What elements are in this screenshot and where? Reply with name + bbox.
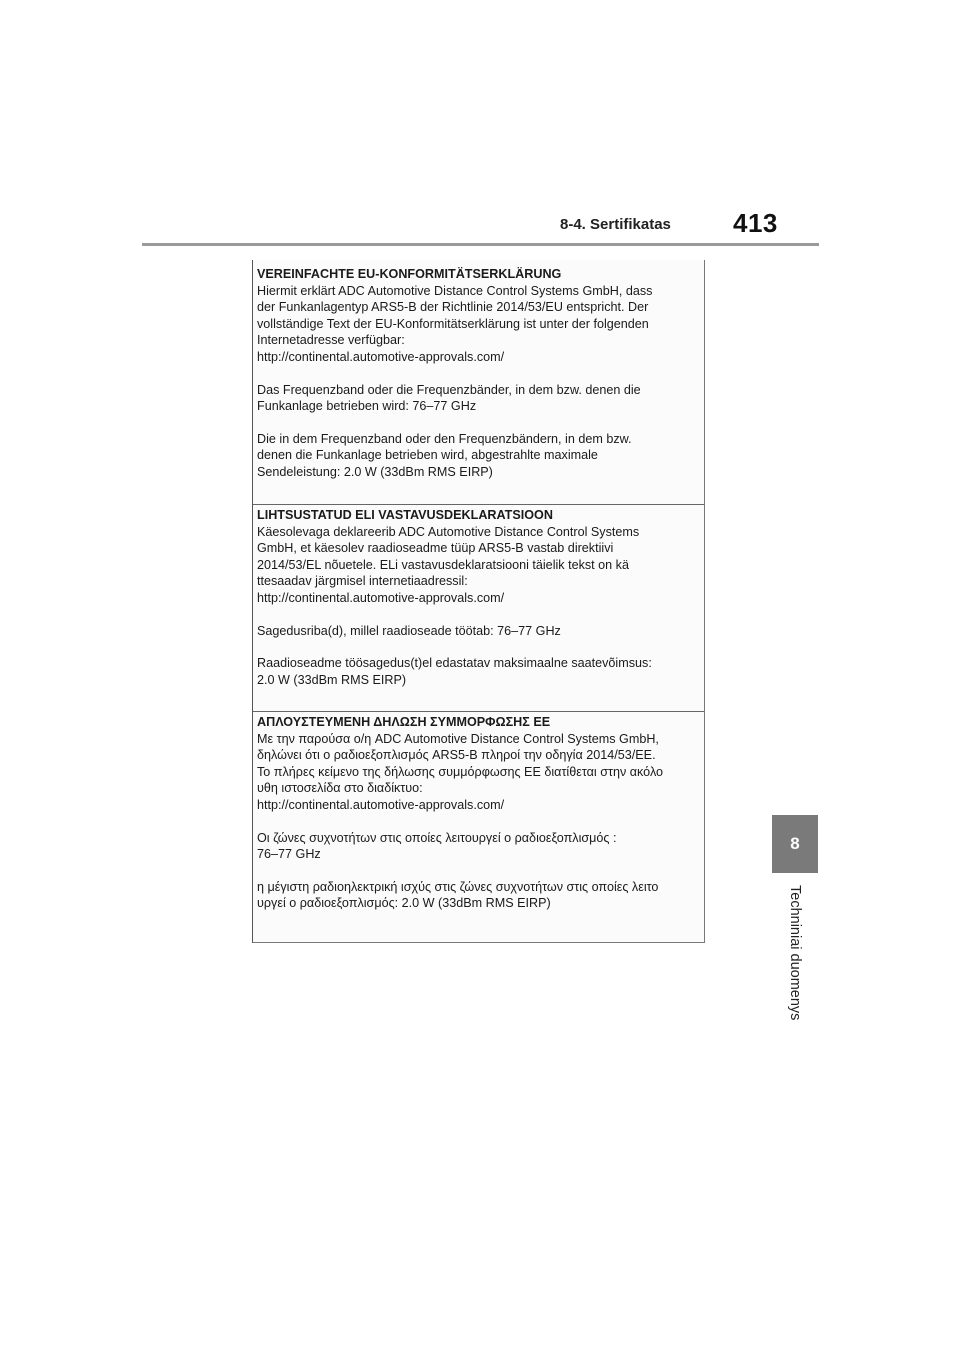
- german-band-line: Funkanlage betrieben wird: 76–77 GHz: [257, 399, 477, 414]
- greek-line: δηλώνει ότι ο ραδιοεξοπλισμός ARS5-B πληροί την οδηγία 2014/53/ΕΕ.: [257, 748, 656, 763]
- estonian-declaration: [257, 507, 702, 688]
- header-rule: [142, 243, 819, 246]
- section-divider: [253, 711, 704, 712]
- german-band-line: Das Frequenzband oder die Frequenzbänder, in dem bzw. denen die: [257, 382, 641, 397]
- estonian-line: 2014/53/EL nõuetele. ELi vastavusdeklaratsiooni täielik tekst on kä: [257, 557, 629, 572]
- chapter-tab: 8: [772, 815, 818, 873]
- estonian-line: GmbH, et käesolev raadioseadme tüüp ARS5-B vastab direktiivi: [257, 541, 614, 556]
- german-line: der Funkanlagentyp ARS5-B der Richtlinie 2014/53/EU entspricht. Der: [257, 300, 649, 315]
- german-line: Hiermit erklärt ADC Automotive Distance Control Systems GmbH, dass: [257, 283, 653, 298]
- greek-power-line: η μέγιστη ραδιοηλεκτρική ισχύς στις ζώνες συχνοτήτων στις οποίες λειτο: [257, 879, 659, 894]
- greek-line: Με την παρούσα ο/η ADC Automotive Distance Control Systems GmbH,: [257, 731, 659, 746]
- greek-power-line: υργεί ο ραδιοεξοπλισμός: 2.0 W (33dBm RMS EIRP): [257, 896, 551, 911]
- estonian-power-line: Raadioseadme töösagedus(t)el edastatav maksimaalne saatevõimsus:: [257, 656, 652, 671]
- estonian-url: http://continental.automotive-approvals.com/: [257, 590, 505, 605]
- greek-title: ΑΠΛΟΥΣΤΕΥΜΕΝΗ ΔΗΛΩΣΗ ΣΥΜΜΟΡΦΩΣΗΣ ΕΕ: [257, 715, 551, 729]
- section-title: 8-4. Sertifikatas: [560, 216, 671, 233]
- chapter-title: Techniniai duomenys: [787, 885, 803, 1021]
- page-number: 413: [733, 208, 778, 238]
- scan-bottom-rule: [253, 942, 704, 943]
- german-title: VEREINFACHTE EU-KONFORMITÄTSERKLÄRUNG: [257, 267, 562, 281]
- greek-declaration: [257, 714, 702, 912]
- estonian-line: ttesaadav järgmisel internetiaadressil:: [257, 574, 468, 589]
- greek-url: http://continental.automotive-approvals.com/: [257, 797, 505, 812]
- german-url: http://continental.automotive-approvals.com/: [257, 349, 505, 364]
- estonian-line: Käesolevaga deklareerib ADC Automotive Distance Control Systems: [257, 524, 640, 539]
- german-line: vollständige Text der EU-Konformitätserklärung ist unter der folgenden: [257, 316, 649, 331]
- certificate-scan: [252, 260, 705, 943]
- chapter-label: [785, 885, 805, 1035]
- greek-line: υθη ιστοσελίδα στο διαδίκτυο:: [257, 781, 423, 796]
- section-divider: [253, 504, 704, 505]
- greek-band-line: Οι ζώνες συχνοτήτων στις οποίες λειτουργεί ο ραδιοεξοπλισμός :: [257, 830, 617, 845]
- german-declaration: [257, 266, 702, 481]
- german-line: Internetadresse verfügbar:: [257, 333, 405, 348]
- estonian-title: LIHTSUSTATUD ELI VASTAVUSDEKLARATSIOON: [257, 508, 553, 522]
- greek-line: Το πλήρες κείμενο της δήλωσης συμμόρφωσης ΕΕ διατίθεται στην ακόλο: [257, 764, 664, 779]
- estonian-power-line: 2.0 W (33dBm RMS EIRP): [257, 672, 407, 687]
- german-power-line: Sendeleistung: 2.0 W (33dBm RMS EIRP): [257, 464, 493, 479]
- greek-band-line: 76–77 GHz: [257, 847, 321, 862]
- german-power-line: denen die Funkanlage betrieben wird, abgestrahlte maximale: [257, 448, 598, 463]
- german-power-line: Die in dem Frequenzband oder den Frequenzbändern, in dem bzw.: [257, 431, 632, 446]
- estonian-band-line: Sagedusriba(d), millel raadioseade töötab: 76–77 GHz: [257, 623, 561, 638]
